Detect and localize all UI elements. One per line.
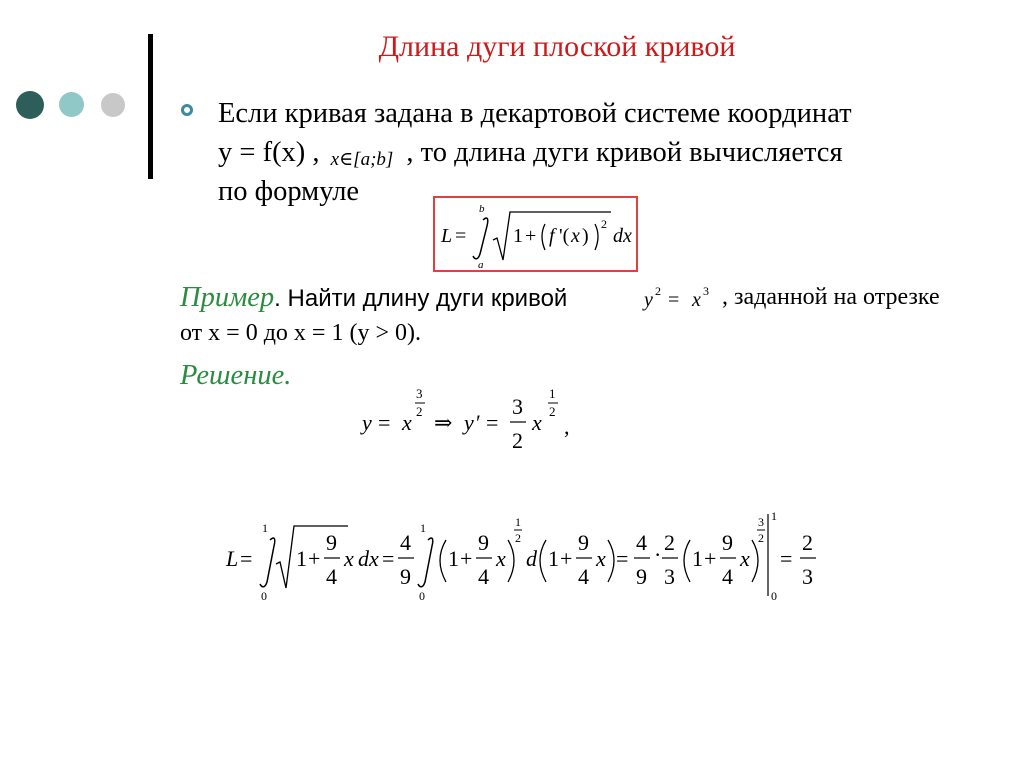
svg-text:y: y bbox=[464, 410, 474, 435]
svg-text:b: b bbox=[479, 203, 485, 215]
decor-dot-mid bbox=[59, 92, 84, 117]
svg-text:+: + bbox=[525, 225, 537, 247]
svg-text:=: = bbox=[382, 546, 395, 571]
svg-text:1: 1 bbox=[549, 386, 556, 401]
svg-text:1: 1 bbox=[262, 521, 268, 535]
example-text-2: , заданной на отрезке bbox=[722, 284, 940, 310]
svg-text:L: L bbox=[441, 225, 453, 247]
svg-text:9: 9 bbox=[478, 530, 489, 555]
svg-text:4: 4 bbox=[326, 564, 337, 589]
svg-text:x: x bbox=[532, 410, 542, 435]
bullet-line-2-rest: , то длина дуги кривой вычисляется bbox=[406, 137, 843, 168]
slide-title: Длина дуги плоской кривой bbox=[378, 30, 736, 63]
svg-text:0: 0 bbox=[771, 589, 777, 603]
solution-label: Решение. bbox=[180, 360, 292, 391]
svg-text:=: = bbox=[455, 225, 467, 247]
svg-text:x: x bbox=[402, 410, 412, 435]
svg-text:2: 2 bbox=[664, 530, 675, 555]
svg-text:,: , bbox=[564, 414, 570, 439]
svg-text:x: x bbox=[496, 546, 506, 571]
svg-text:dx: dx bbox=[358, 546, 379, 571]
svg-text:y: y bbox=[362, 410, 372, 435]
svg-text:x: x bbox=[596, 546, 606, 571]
svg-text:'(: '( bbox=[559, 225, 570, 247]
svg-text:+: + bbox=[308, 546, 321, 571]
bullet-line-2 bbox=[218, 135, 843, 174]
svg-text:9: 9 bbox=[722, 530, 733, 555]
svg-text:): ) bbox=[582, 225, 589, 247]
domain-interval: x∈[a;b] bbox=[330, 149, 394, 170]
example-text-1: . Найти длину дуги кривой bbox=[274, 285, 568, 312]
svg-text:=: = bbox=[780, 546, 793, 571]
svg-text:2: 2 bbox=[601, 217, 607, 231]
svg-text:4: 4 bbox=[722, 564, 733, 589]
svg-text:x: x bbox=[740, 546, 750, 571]
svg-text:d: d bbox=[526, 546, 537, 571]
svg-text:1: 1 bbox=[548, 546, 559, 571]
svg-text:x: x bbox=[571, 225, 580, 247]
svg-text:L: L bbox=[226, 546, 239, 571]
function-def: y = f(x) , bbox=[218, 137, 320, 168]
svg-text:2: 2 bbox=[758, 531, 764, 545]
svg-text:1: 1 bbox=[692, 546, 703, 571]
bullet-line-1: Если кривая задана в декартовой системе координат bbox=[218, 98, 852, 129]
curve-equation bbox=[640, 282, 730, 318]
bullet-line-3: по формуле bbox=[218, 176, 360, 207]
svg-text:+: + bbox=[704, 546, 717, 571]
svg-text:2: 2 bbox=[416, 404, 423, 419]
svg-text:2: 2 bbox=[549, 404, 556, 419]
svg-text:x: x bbox=[692, 289, 701, 311]
svg-text:1: 1 bbox=[420, 521, 426, 535]
svg-text:1: 1 bbox=[513, 225, 523, 247]
decor-dot-dark bbox=[16, 91, 44, 119]
svg-text:a: a bbox=[478, 259, 484, 271]
svg-text:+: + bbox=[560, 546, 573, 571]
example-line-2: от x = 0 до x = 1 (y > 0). bbox=[180, 320, 421, 346]
svg-text:4: 4 bbox=[478, 564, 489, 589]
decor-dot-light bbox=[101, 93, 125, 117]
svg-text:·: · bbox=[654, 542, 662, 567]
svg-text:9: 9 bbox=[636, 564, 647, 589]
bullet-ring-icon bbox=[181, 104, 193, 116]
svg-text:3: 3 bbox=[512, 394, 523, 419]
svg-text:x: x bbox=[344, 546, 354, 571]
arc-length-formula-box bbox=[433, 196, 638, 272]
svg-text:4: 4 bbox=[578, 564, 589, 589]
svg-text:=: = bbox=[240, 546, 253, 571]
example-label: Пример bbox=[180, 282, 275, 313]
svg-text:0: 0 bbox=[261, 589, 267, 603]
svg-text:1: 1 bbox=[448, 546, 459, 571]
svg-text:y: y bbox=[644, 289, 653, 311]
svg-text:0: 0 bbox=[419, 589, 425, 603]
svg-text:2: 2 bbox=[512, 428, 523, 453]
svg-text:=: = bbox=[486, 410, 499, 435]
svg-text:3: 3 bbox=[664, 564, 675, 589]
svg-text:9: 9 bbox=[578, 530, 589, 555]
svg-text:f: f bbox=[549, 225, 555, 247]
svg-text:′: ′ bbox=[476, 410, 481, 435]
derivative-formula bbox=[360, 382, 590, 460]
arc-length-formula bbox=[435, 198, 640, 274]
svg-text:1: 1 bbox=[515, 515, 521, 529]
svg-text:2: 2 bbox=[515, 531, 521, 545]
svg-text:4: 4 bbox=[636, 530, 647, 555]
svg-text:3: 3 bbox=[416, 386, 423, 401]
svg-text:⇒: ⇒ bbox=[434, 410, 453, 435]
svg-text:dx: dx bbox=[613, 225, 632, 247]
example-line-1 bbox=[180, 282, 567, 314]
svg-text:4: 4 bbox=[400, 530, 411, 555]
svg-text:2: 2 bbox=[802, 530, 813, 555]
arc-length-computation bbox=[222, 506, 822, 606]
svg-text:3: 3 bbox=[703, 284, 709, 298]
svg-text:=: = bbox=[616, 546, 629, 571]
svg-text:9: 9 bbox=[400, 564, 411, 589]
svg-text:1: 1 bbox=[296, 546, 307, 571]
svg-text:+: + bbox=[460, 546, 473, 571]
svg-text:3: 3 bbox=[758, 515, 764, 529]
svg-text:2: 2 bbox=[655, 284, 661, 298]
svg-text:3: 3 bbox=[802, 564, 813, 589]
svg-text:=: = bbox=[378, 410, 391, 435]
svg-text:=: = bbox=[668, 289, 680, 311]
svg-text:9: 9 bbox=[326, 530, 337, 555]
svg-text:1: 1 bbox=[771, 509, 777, 523]
